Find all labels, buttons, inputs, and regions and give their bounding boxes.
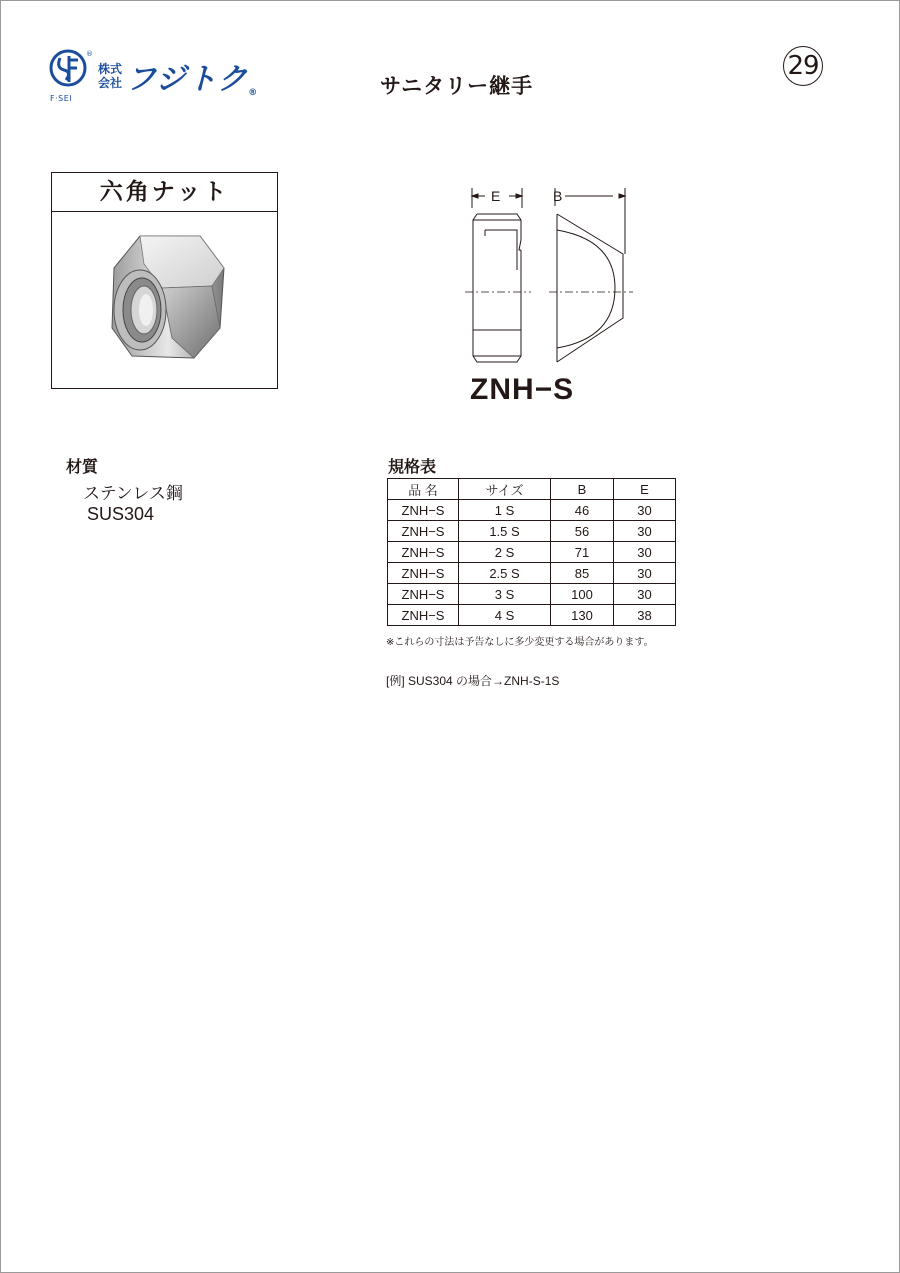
cell-e: 30 [614,584,676,605]
dimension-e-label: E [491,188,501,204]
registered-mark: ® [248,88,259,98]
model-code: ZNH−S [470,373,575,406]
cell-name: ZNH−S [388,563,459,584]
cell-b: 56 [551,521,614,542]
cell-e: 30 [614,521,676,542]
spec-note: ※これらの寸法は予告なしに多少変更する場合があります。 [386,637,654,648]
cell-e: 30 [614,563,676,584]
product-box [51,172,278,389]
logo-mark-caption: F·SEI [50,94,73,103]
cell-size: 1.5 S [459,521,551,542]
column-header-size: サイズ [459,479,551,500]
column-header-name: 品 名 [388,479,459,500]
cell-name: ZNH−S [388,521,459,542]
cell-e: 30 [614,500,676,521]
cell-size: 2 S [459,542,551,563]
cell-e: 30 [614,542,676,563]
material-line-jp: ステンレス鋼 [83,484,183,504]
cell-name: ZNH−S [388,584,459,605]
cell-b: 46 [551,500,614,521]
cell-b: 85 [551,563,614,584]
material-heading: 材質 [66,457,99,476]
table-row [388,542,676,563]
cell-name: ZNH−S [388,605,459,626]
cell-size: 3 S [459,584,551,605]
table-header-row [388,479,676,500]
product-name: 六角ナット [52,173,277,212]
table-row [388,563,676,584]
page-title: サニタリー継手 [380,74,534,98]
svg-text:®: ® [86,50,93,58]
dimension-drawing [455,178,645,378]
page-number: 29 [783,46,823,86]
cell-name: ZNH−S [388,542,459,563]
hex-nut-photo [102,228,232,363]
brand-text: フジトク [126,62,249,97]
cell-name: ZNH−S [388,500,459,521]
table-row [388,500,676,521]
spec-table [387,478,676,626]
cell-b: 130 [551,605,614,626]
order-example: [例] SUS304 の場合→ZNH-S-1S [386,674,560,688]
brand-name [126,54,258,98]
table-row [388,584,676,605]
material-value [83,484,183,524]
cell-b: 71 [551,542,614,563]
cell-b: 100 [551,584,614,605]
cell-size: 1 S [459,500,551,521]
cell-size: 2.5 S [459,563,551,584]
table-row [388,605,676,626]
cell-size: 4 S [459,605,551,626]
company-logo [48,48,278,104]
column-header-b: B [551,479,614,500]
cell-e: 38 [614,605,676,626]
dimension-b-label: B [553,188,563,204]
spec-heading: 規格表 [388,457,437,476]
column-header-e: E [614,479,676,500]
table-row [388,521,676,542]
material-line-grade: SUS304 [87,504,155,524]
company-type: 株式会社 [98,62,123,90]
